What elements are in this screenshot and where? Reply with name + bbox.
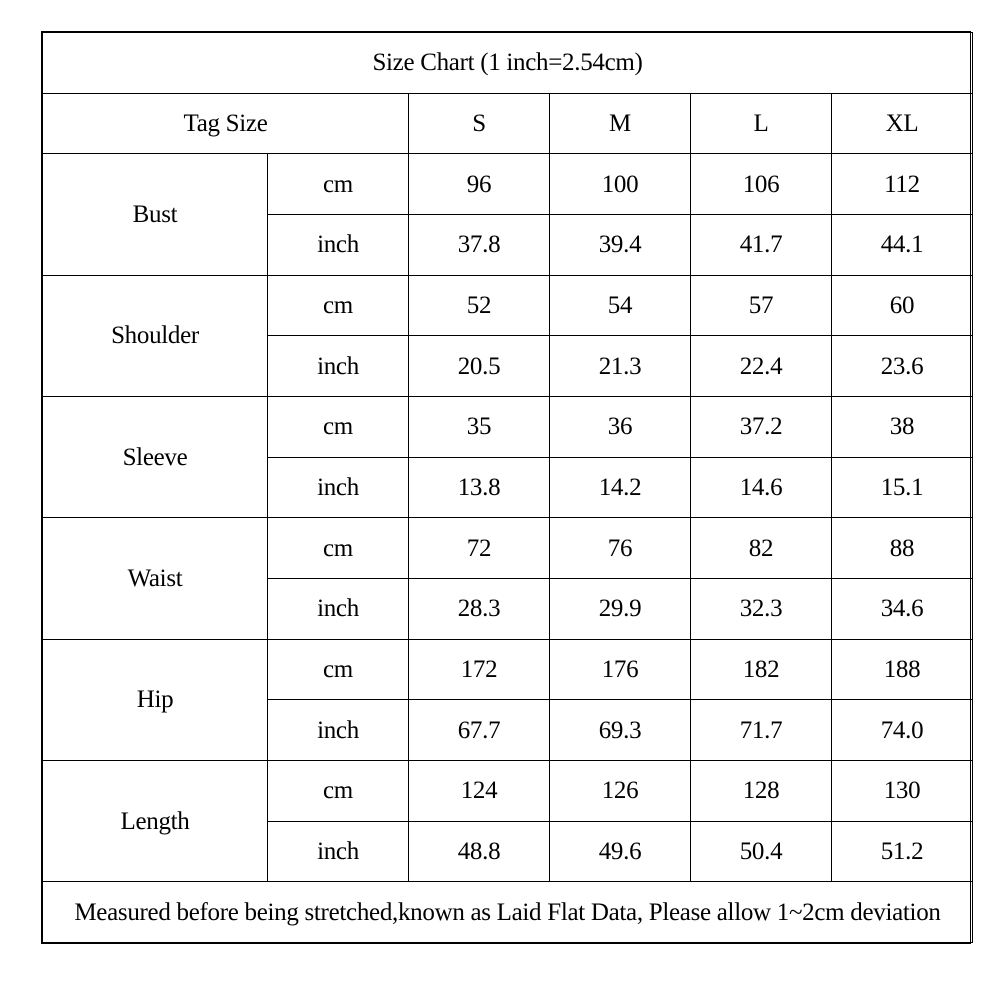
unit-label: inch bbox=[268, 821, 409, 882]
tag-size-header: Tag Size bbox=[43, 93, 409, 154]
measurement-name: Waist bbox=[43, 518, 268, 639]
table-row bbox=[43, 760, 973, 821]
value-cell: 14.2 bbox=[550, 457, 691, 518]
value-cell: 71.7 bbox=[691, 700, 832, 761]
table-row bbox=[43, 154, 973, 215]
value-cell: 44.1 bbox=[832, 214, 973, 275]
measurement-name: Length bbox=[43, 760, 268, 881]
table-row bbox=[43, 275, 973, 336]
value-cell: 22.4 bbox=[691, 336, 832, 397]
value-cell: 69.3 bbox=[550, 700, 691, 761]
value-cell: 21.3 bbox=[550, 336, 691, 397]
unit-label: cm bbox=[268, 275, 409, 336]
value-cell: 100 bbox=[550, 154, 691, 215]
value-cell: 128 bbox=[691, 760, 832, 821]
value-cell: 126 bbox=[550, 760, 691, 821]
unit-label: inch bbox=[268, 457, 409, 518]
value-cell: 49.6 bbox=[550, 821, 691, 882]
value-cell: 50.4 bbox=[691, 821, 832, 882]
value-cell: 35 bbox=[409, 396, 550, 457]
unit-label: cm bbox=[268, 639, 409, 700]
value-cell: 34.6 bbox=[832, 578, 973, 639]
measurement-name: Bust bbox=[43, 154, 268, 275]
value-cell: 124 bbox=[409, 760, 550, 821]
value-cell: 54 bbox=[550, 275, 691, 336]
value-cell: 37.2 bbox=[691, 396, 832, 457]
value-cell: 88 bbox=[832, 518, 973, 579]
value-cell: 14.6 bbox=[691, 457, 832, 518]
value-cell: 60 bbox=[832, 275, 973, 336]
size-chart bbox=[41, 31, 971, 944]
value-cell: 130 bbox=[832, 760, 973, 821]
unit-label: inch bbox=[268, 214, 409, 275]
value-cell: 13.8 bbox=[409, 457, 550, 518]
table-row bbox=[43, 518, 973, 579]
value-cell: 188 bbox=[832, 639, 973, 700]
table-row bbox=[43, 396, 973, 457]
measurement-name: Shoulder bbox=[43, 275, 268, 396]
unit-label: inch bbox=[268, 700, 409, 761]
value-cell: 37.8 bbox=[409, 214, 550, 275]
footer-row bbox=[43, 882, 973, 943]
measurement-name: Sleeve bbox=[43, 396, 268, 517]
value-cell: 32.3 bbox=[691, 578, 832, 639]
size-table bbox=[42, 32, 973, 943]
header-row bbox=[43, 93, 973, 154]
value-cell: 41.7 bbox=[691, 214, 832, 275]
footer-note: Measured before being stretched,known as Laid Flat Data, Please allow 1~2cm deviation bbox=[43, 882, 973, 943]
value-cell: 39.4 bbox=[550, 214, 691, 275]
value-cell: 20.5 bbox=[409, 336, 550, 397]
value-cell: 172 bbox=[409, 639, 550, 700]
value-cell: 29.9 bbox=[550, 578, 691, 639]
measurement-name: Hip bbox=[43, 639, 268, 760]
unit-label: cm bbox=[268, 760, 409, 821]
value-cell: 57 bbox=[691, 275, 832, 336]
value-cell: 176 bbox=[550, 639, 691, 700]
value-cell: 182 bbox=[691, 639, 832, 700]
unit-label: cm bbox=[268, 154, 409, 215]
value-cell: 15.1 bbox=[832, 457, 973, 518]
size-header-s: S bbox=[409, 93, 550, 154]
value-cell: 96 bbox=[409, 154, 550, 215]
table-row bbox=[43, 639, 973, 700]
value-cell: 82 bbox=[691, 518, 832, 579]
value-cell: 51.2 bbox=[832, 821, 973, 882]
value-cell: 23.6 bbox=[832, 336, 973, 397]
size-header-m: M bbox=[550, 93, 691, 154]
value-cell: 38 bbox=[832, 396, 973, 457]
title-row bbox=[43, 33, 973, 94]
value-cell: 106 bbox=[691, 154, 832, 215]
value-cell: 52 bbox=[409, 275, 550, 336]
chart-title: Size Chart (1 inch=2.54cm) bbox=[43, 33, 973, 94]
value-cell: 76 bbox=[550, 518, 691, 579]
value-cell: 72 bbox=[409, 518, 550, 579]
size-header-xl: XL bbox=[832, 93, 973, 154]
value-cell: 67.7 bbox=[409, 700, 550, 761]
unit-label: cm bbox=[268, 396, 409, 457]
size-header-l: L bbox=[691, 93, 832, 154]
unit-label: inch bbox=[268, 336, 409, 397]
value-cell: 36 bbox=[550, 396, 691, 457]
unit-label: inch bbox=[268, 578, 409, 639]
value-cell: 28.3 bbox=[409, 578, 550, 639]
value-cell: 74.0 bbox=[832, 700, 973, 761]
unit-label: cm bbox=[268, 518, 409, 579]
value-cell: 112 bbox=[832, 154, 973, 215]
value-cell: 48.8 bbox=[409, 821, 550, 882]
